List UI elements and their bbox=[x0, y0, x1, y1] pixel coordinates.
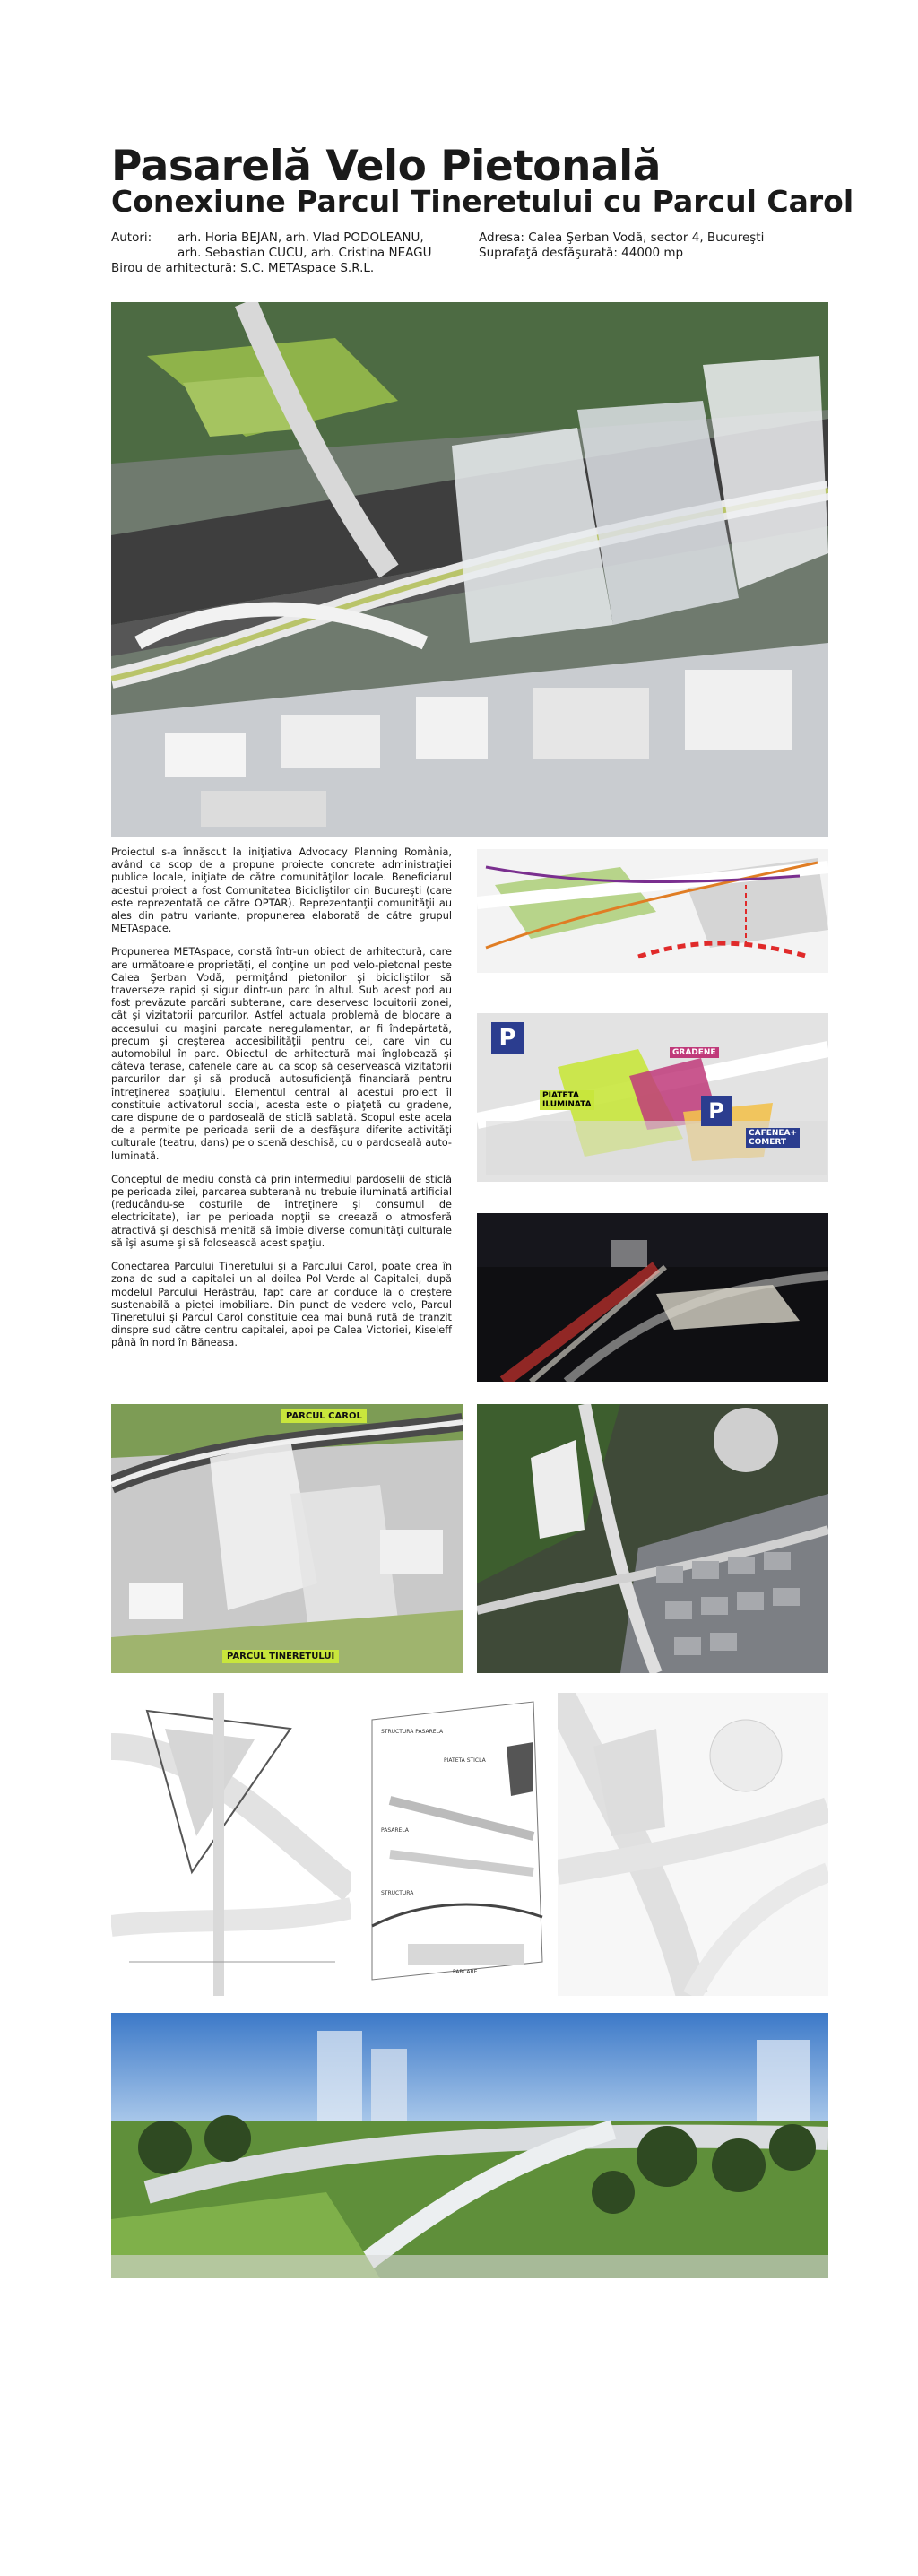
section-label: PARCARE bbox=[453, 1969, 478, 1975]
authors-block bbox=[111, 230, 424, 246]
page-subtitle: Conexiune Parcul Tineretului cu Parcul Carol bbox=[111, 184, 854, 219]
parking-sign-icon: P bbox=[491, 1022, 524, 1054]
floor-plan-drawing bbox=[111, 1693, 351, 1996]
night-render bbox=[477, 1213, 828, 1382]
site-plan-drawing bbox=[558, 1693, 828, 1996]
authors-line-1: arh. Horia BEJAN, arh. Vlad PODOLEANU, bbox=[178, 230, 424, 245]
paragraph: Conceptul de mediu constă că prin intermediul pardoselii de sticlă pe perioada zilei, parcarea subterană nu trebuie iluminată artificial (reducându-se costurile de întreţinere şi consumul de electricitate), iar pe perioada nopţii se creează o atmosferă atractivă şi deschisă menită să îmbie diverse comunităţi culturale să îşi asume şi să folosească acest spaţiu. bbox=[111, 1173, 452, 1249]
piateta-label: PIATETA ILUMINATA bbox=[540, 1090, 594, 1110]
section-label: STRUCTURA bbox=[381, 1890, 414, 1896]
parcul-tineretului-label: PARCUL TINERETULUI bbox=[222, 1650, 339, 1663]
paragraph: Propunerea METAspace, constă într-un obiect de arhitectură, care are următoarele proprietăţi, el conţine un pod velo-pietonal peste Calea Şerban Vodă, permiţând pietonilor şi bicicliştilor să traverseze rapid şi sigur dintr-un parc în altul. Sub acest pod au fost prevăzute parcări subterane, care deservesc locuitorii zonei, cât şi vizitatorii parcurilor. Astfel actuala problemă de blocare a accesului cu maşini parcate neregulamentar, ar fi îndepărtată, precum şi creşterea accesibilităţii pentru cei, care vin cu automobilul în parc. Obiectul de arhitectură mai înglobează şi câteva terase, cafenele care au ca scop să deservească vizitatorii parcurilor dar şi să producă autosuficienţă financiară pentru întreţinerea spaţiului. Elementul central al acestui proiect îl constituie activatorul social, acesta este o piaţetă cu gradene, care dispune de o pardoseală de sticlă sablată. Scopul este acela de a permite pe perioada serii de a desfăşura diferite activităţi culturale (teatru, dans) pe o scenă deschisă, cu o pardoseală auto-luminată. bbox=[111, 946, 452, 1162]
paragraph: Proiectul s-a înnăscut la iniţiativa Advocacy Planning România, având ca scop de a propune proiecte concrete administraţiei publice locale, iniţiate de către comunităţilor locale. Beneficiarul acestui proiect a fost Comunitatea Bicicliştilor din Bucureşti (care este reprezentată de către OPTAR). Reprezentanţii comunităţii au ales din patru variante, propunerea elaborată de către grupul METAspace. bbox=[111, 846, 452, 935]
section-label: PIATETA STICLA bbox=[444, 1757, 486, 1764]
address-block bbox=[479, 230, 764, 246]
parcul-carol-label: PARCUL CAROL bbox=[281, 1409, 367, 1423]
parking-sign-icon: P bbox=[701, 1096, 732, 1126]
authors-line-2: arh. Sebastian CUCU, arh. Cristina NEAGU bbox=[178, 246, 432, 260]
authors-label: Autori: bbox=[111, 230, 152, 245]
section-label: PASARELA bbox=[381, 1827, 409, 1834]
gradene-label: GRADENE bbox=[670, 1047, 719, 1058]
flow-diagram bbox=[477, 849, 828, 973]
body-text bbox=[111, 846, 452, 1361]
address-label: Adresa: bbox=[479, 230, 524, 245]
cafenea-label: CAFENEA+ COMERT bbox=[746, 1128, 800, 1148]
office-line: Birou de arhitectură: S.C. METAspace S.R.L. bbox=[111, 261, 375, 275]
area-label: Suprafaţă desfăşurată: bbox=[479, 246, 618, 260]
address-value: Calea Şerban Vodă, sector 4, Bucureşti bbox=[528, 230, 765, 245]
area-block bbox=[479, 246, 683, 261]
site-aerial-plan bbox=[477, 1404, 828, 1673]
section-drawing bbox=[354, 1693, 555, 1996]
area-value: 44000 mp bbox=[621, 246, 684, 260]
page-title: Pasarelă Velo Pietonală bbox=[111, 142, 661, 191]
park-connection-render bbox=[111, 1404, 463, 1673]
hero-aerial-render bbox=[111, 302, 828, 837]
section-label: STRUCTURA PASARELA bbox=[381, 1729, 444, 1735]
perspective-render bbox=[111, 2013, 828, 2278]
paragraph: Conectarea Parcului Tineretului şi a Parcului Carol, poate crea în zona de sud a capitalei un al doilea Pol Verde al Capitalei, după modelul Parcului Herăstrău, fapt care ar conduce la o creştere sustenabilă a pieţei imobiliare. Din punct de vedere velo, Parcul Tineretului şi Parcul Carol constituie cea mai bună rută de tranzit dinspre sud către centru capitalei, apoi pe Calea Victoriei, Kiseleff până în nord în Băneasa. bbox=[111, 1261, 452, 1349]
program-diagram bbox=[477, 1013, 828, 1182]
